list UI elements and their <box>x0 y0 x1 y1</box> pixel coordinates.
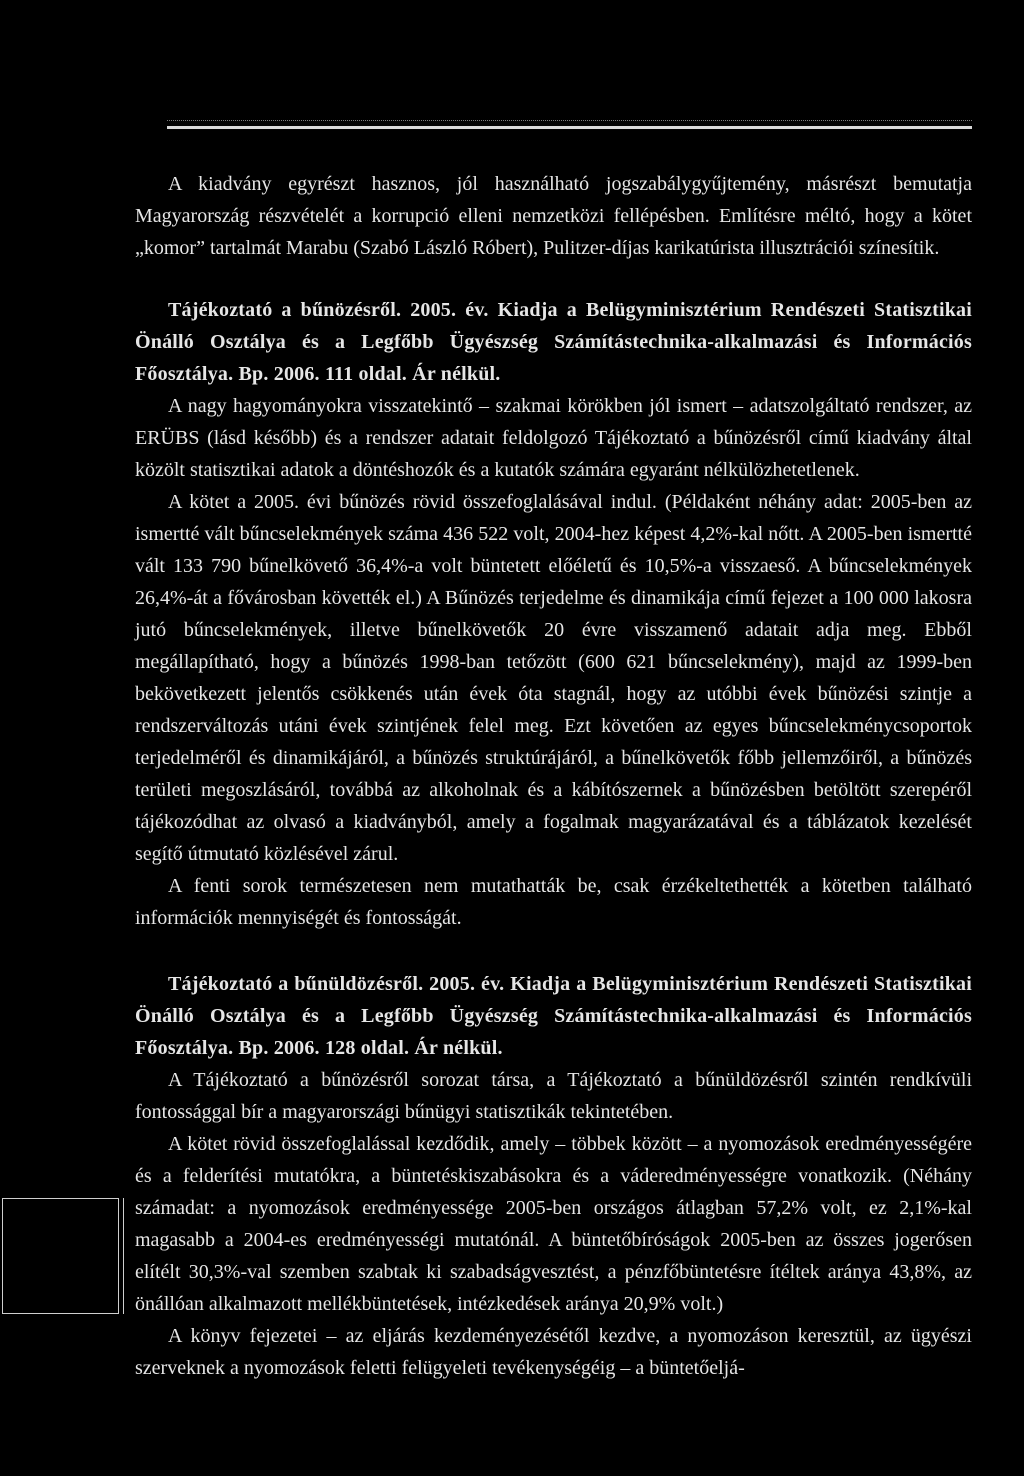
paragraph-korrupcio-intro: A kiadvány egyrészt hasznos, jól használható jogszabálygyűjtemény, másrészt bemutatja Magyarország részvételét a korrupció elleni nemzetközi fellépésben. Említésre méltó, hogy a kötet „komor” tartalmát Marabu (Szabó László Róbert), Pulitzer-díjas karikatúrista illusztrációi színesítik. <box>135 173 972 259</box>
paragraph-kotet-2005: A kötet a 2005. évi bűnözés rövid összefoglalásával indul. (Példaként néhány adat: 2005-ben az ismertté vált bűncselekmények száma 436 522 volt, 2004-hez képest 4,2%-kal nőtt. A 2005-ben ismertté vált 133 790 bűnelkövető 36,4%-a volt büntetett előéletű és 10,5%-a visszaeső. A bűncselekmények 26,4%-át a fővárosban követték el.) A Bűnözés terjedelme és dinamikája című fejezet a 100 000 lakosra jutó bűncselekmények, illetve bűnelkövetők 20 évre visszamenő adatait adja meg. Ebből megállapítható, hogy a bűnözés 1998-ban tetőzött (600 621 bűncselekmény), majd az 1999-ben bekövetkezett jelentős csökkenés után évek óta stagnál, hogy az utóbbi évek bűnözési szintje a rendszerváltozás utáni évek szintjének felel meg. Ezt követően az egyes bűncselekménycsoportok terjedelméről és dinamikájáról, a bűnözés struktúrájáról, a bűnelkövetők főbb jellemzőiről, a bűnözés területi megoszlásáról, továbbá az alkoholnak és a kábítószernek a bűnözésben betöltött szerepéről tájékozódhat az olvasó a kiadványból, amely a fogalmak magyarázatával és a táblázatok kezelését segítő útmutató közlésével zárul. <box>135 491 972 865</box>
text-column <box>135 168 972 1384</box>
margin-box <box>2 1198 119 1314</box>
paragraph-erubs: A nagy hagyományokra visszatekintő – szakmai körökben jól ismert – adatszolgáltató rendszer, az ERÜBS (lásd később) és a rendszer adatait feldolgozó Tájékoztató a bűnözésről című kiadvány által közölt statisztikai adatok a döntéshozók és a kutatók számára egyaránt nélkülözhetetlenek. <box>135 395 972 481</box>
paragraph-konyv-fejezetei: A könyv fejezetei – az eljárás kezdeményezésétől kezdve, a nyomozáson keresztül, az ügyészi szerveknek a nyomozások feletti felügyeleti tevékenységéig – a büntetőeljá- <box>135 1325 972 1379</box>
paragraph-sorozat-tarsa: A Tájékoztató a bűnözésről sorozat társa, a Tájékoztató a bűnüldözésről szintén rendkívüli fontossággal bír a magyarországi bűnügyi statisztikák tekintetében. <box>135 1069 972 1123</box>
top-rule <box>167 126 972 129</box>
heading-bunuldozesrol: Tájékoztató a bűnüldözésről. 2005. év. Kiadja a Belügyminisztérium Rendészeti Statisztikai Önálló Osztálya és a Legfőbb Ügyészség Számítástechnika-alkalmazási és Információs Főosztálya. Bp. 2006. 128 oldal. Ár nélkül. <box>135 973 972 1059</box>
heading-bunozesrol: Tájékoztató a bűnözésről. 2005. év. Kiadja a Belügyminisztérium Rendészeti Statisztikai Önálló Osztálya és a Legfőbb Ügyészség Számítástechnika-alkalmazási és Információs Főosztálya. Bp. 2006. 111 oldal. Ár nélkül. <box>135 299 972 385</box>
paragraph-osszefoglalas: A kötet rövid összefoglalással kezdődik, amely – többek között – a nyomozások eredményességére és a felderítési mutatókra, a büntetéskiszabásokra és a váderedményességre vonatkozik. (Néhány számadat: a nyomozások eredményessége 2005-ben országos átlagban 57,2% volt, ez 2,1%-kal magasabb a 2004-es eredményességi mutatónál. A büntetőbíróságok 2005-ben az összes jogerősen elítélt 30,3%-val szemben szabtak ki szabadságvesztést, a pénzfőbüntetésre ítéltek aránya 43,8%, az önállóan alkalmazott mellékbüntetések, intézkedések aránya 20,9% volt.) <box>135 1133 972 1315</box>
top-dotted-rule <box>167 120 972 121</box>
paragraph-fenti-sorok: A fenti sorok természetesen nem mutathatták be, csak érzékeltethették a kötetben található információk mennyiségét és fontosságát. <box>135 875 972 929</box>
margin-bracket <box>117 1198 124 1314</box>
